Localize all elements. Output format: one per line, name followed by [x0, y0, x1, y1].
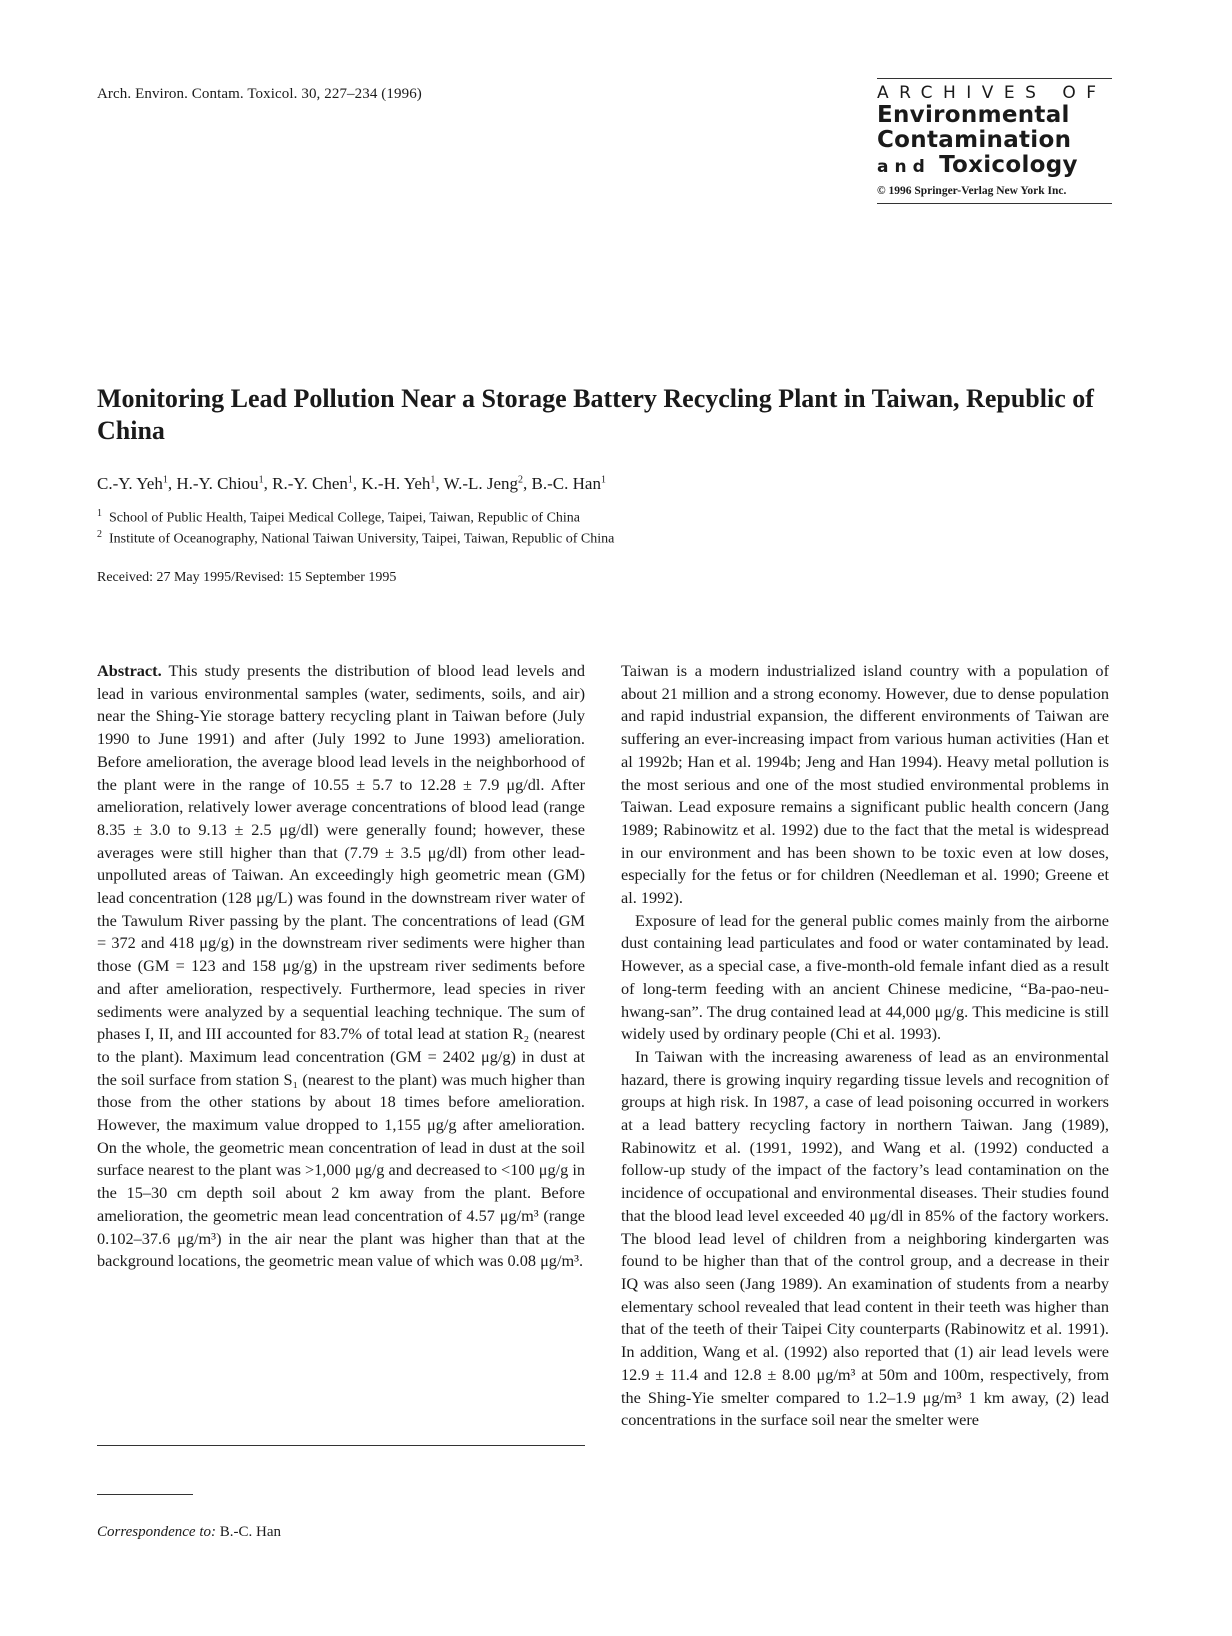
author-name: B.-C. Han	[531, 474, 601, 493]
author-affiliation-mark: 1	[600, 474, 606, 486]
footnote-rule	[97, 1494, 193, 1495]
journal-citation: Arch. Environ. Contam. Toxicol. 30, 227–234 (1996)	[97, 86, 422, 102]
abstract-label: Abstract.	[97, 661, 162, 680]
journal-logo-line3: Contamination	[877, 127, 1072, 153]
author-affiliation-mark: 1	[430, 474, 436, 486]
body-paragraph: Taiwan is a modern industrialized island country with a population of about 21 million and a strong economy. However, due to dense population and rapid industrial expansion, the different environments of Taiwan are suffering an ever-increasing impact from various human activities (Han et al 1992b; Han et al. 1994b; Jeng and Han 1994). Heavy metal pollution is the most serious and one of the most studied environmental problems in Taiwan. Lead exposure remains a significant public health concern (Jang 1989; Rabinowitz et al. 1992) due to the fact that the metal is widespread in our environment and has been shown to be toxic even at low doses, especially for the fetus or for children (Needleman et al. 1990; Greene et al. 1992).	[621, 661, 1109, 908]
journal-copyright: © 1996 Springer-Verlag New York Inc.	[877, 185, 1067, 197]
journal-logo-and: and	[877, 157, 931, 177]
journal-logo-line4-row	[877, 153, 1112, 180]
author-affiliation-mark: 1	[258, 474, 264, 486]
journal-logo-line2: Environmental	[877, 102, 1070, 128]
affiliation-2	[97, 529, 614, 548]
column-rule	[97, 1445, 585, 1446]
author-affiliation-mark: 1	[162, 474, 168, 486]
affiliation-text: Institute of Oceanography, National Taiwan University, Taipei, Taiwan, Republic of China	[109, 531, 615, 547]
abstract	[97, 660, 585, 1273]
journal-logo	[877, 78, 1112, 204]
author-affiliation-mark: 2	[518, 474, 524, 486]
body-paragraph: In Taiwan with the increasing awareness of lead as an environmental hazard, there is growing inquiry regarding tissue levels and recognition of groups at high risk. In 1987, a case of lead poisoning occurred in workers at a lead battery recycling factory in northern Taiwan. Jang (1989), Rabinowitz et al. (1991, 1992), and Wang et al. (1992) conducted a follow-up study of the impact of the factory’s lead contamination on the incidence of occupational and environmental diseases. Their studies found that the blood lead level exceeded 40 μg/dl in 85% of the factory workers. The blood lead level of children from a neighboring kindergarten was found to be higher than that of the control group, and a decrease in their IQ was also seen (Jang 1989). An examination of students from a nearby elementary school revealed that lead content in their teeth was higher than that of the teeth of their Taipei City counterparts (Rabinowitz et al. 1991). In addition, Wang et al. (1992) also reported that (1) air lead levels were 12.9 ± 11.4 and 12.8 ± 8.00 μg/m³ at 50m and 100m, respectively, from the Shing-Yie smelter compared to 1.2–1.9 μg/m³ 1 km away, (2) lead concentrations in the surface soil near the smelter were	[621, 1046, 1109, 1430]
correspondence	[97, 1524, 281, 1541]
author-name: R.-Y. Chen	[272, 474, 348, 493]
journal-logo-line1: ARCHIVES OF	[877, 83, 1107, 103]
author-name: H.-Y. Chiou	[176, 474, 259, 493]
affiliation-mark: 1	[97, 508, 102, 519]
author-name: W.-L. Jeng	[443, 474, 519, 493]
journal-logo-line4: Toxicology	[939, 152, 1078, 178]
correspondence-name: B.-C. Han	[219, 1524, 282, 1540]
author-list: C.-Y. Yeh$^1$, H.-Y. Chiou$^1$, R.-Y. Chen$^1$, K.-H. Yeh$^1$, W.-L. Jeng$^2$, B.-C. Han$^1$	[97, 474, 606, 493]
author-name: C.-Y. Yeh	[97, 474, 163, 493]
author-affiliation-mark: 1	[347, 474, 353, 486]
affiliation-text: School of Public Health, Taipei Medical College, Taipei, Taiwan, Republic of China	[109, 510, 581, 526]
article-title: Monitoring Lead Pollution Near a Storage Battery Recycling Plant in Taiwan, Republic of China	[97, 384, 1094, 445]
body-column	[621, 660, 1109, 1432]
correspondence-label: Correspondence to:	[97, 1524, 217, 1540]
author-name: K.-H. Yeh	[361, 474, 431, 493]
received-dates: Received: 27 May 1995/Revised: 15 September 1995	[97, 570, 397, 585]
affiliation-1	[97, 508, 580, 527]
abstract-text: This study presents the distribution of blood lead levels and lead in various environmental samples (water, sediments, soils, and air) near the Shing-Yie storage battery recycling plant in Taiwan before (July 1990 to June 1991) and after (July 1992 to June 1993) amelioration. Before amelioration, the average blood lead levels in the neighborhood of the plant were in the range of 10.55 ± 5.7 to 12.28 ± 7.9 μg/dl. After amelioration, relatively lower average concentrations of blood lead (range 8.35 ± 3.0 to 9.13 ± 2.5 μg/dl) were generally found; however, these averages were still higher than that (7.79 ± 3.5 μg/dl) from other lead-unpolluted areas of Taiwan. An exceedingly high geometric mean (GM) lead concentration (128 μg/L) was found in the downstream river water of the Tawulum River passing by the plant. The concentrations of lead (GM = 372 and 418 μg/g) in the downstream river sediments were higher than those (GM = 123 and 158 μg/g) in the upstream river sediments before and after amelioration, respectively. Furthermore, lead species in river sediments were analyzed by a sequential leaching technique. The sum of phases I, II, and III accounted for 83.7% of total lead at station R₂ (nearest to the plant). Maximum lead concentration (GM = 2402 μg/g) in dust at the soil surface from station S₁ (nearest to the plant) was much higher than those from the other stations by about 18 times before amelioration. However, the maximum value dropped to 1,155 μg/g after amelioration. On the whole, the geometric mean concentration of lead in dust at the soil surface nearest to the plant was >1,000 μg/g and decreased to <100 μg/g in the 15–30 cm depth soil about 2 km away from the plant. Before amelioration, the geometric mean lead concentration of 4.57 μg/m³ (range 0.102–37.6 μg/m³) in the air near the plant was higher than that at the background locations, the geometric mean value of which was 0.08 μg/m³.	[97, 661, 585, 1271]
body-paragraph: Exposure of lead for the general public comes mainly from the airborne dust containing lead particulates and food or water contaminated by lead. However, as a special case, a five-month-old female infant died as a result of long-term feeding with an ancient Chinese medicine, “Ba-pao-neu-hwang-san”. The drug contained lead at 44,000 μg/g. This medicine is still widely used by ordinary people (Chi et al. 1993).	[621, 910, 1109, 1044]
abstract-column	[97, 660, 585, 1273]
affiliation-mark: 2	[97, 529, 102, 540]
